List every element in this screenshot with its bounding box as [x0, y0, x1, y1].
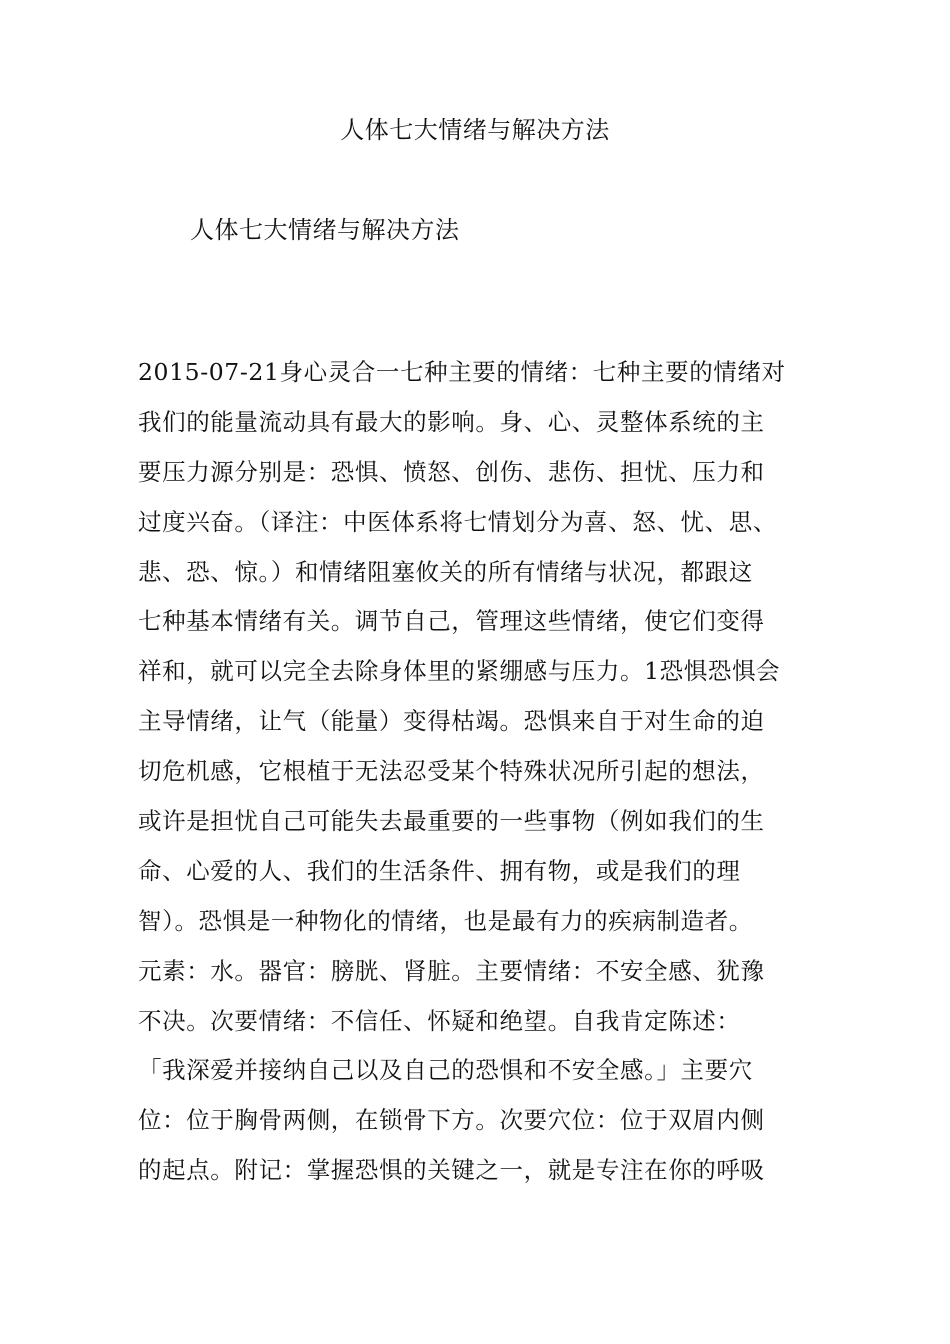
paragraph-line: 位：位于胸骨两侧，在锁骨下方。次要穴位：位于双眉内侧: [138, 1106, 765, 1135]
document-subtitle: 人体七大情绪与解决方法: [190, 216, 460, 244]
paragraph-line: 不决。次要情绪：不信任、怀疑和绝望。自我肯定陈述：: [138, 1006, 741, 1035]
paragraph-line: 元素：水。器官：膀胱、肾脏。主要情绪：不安全感、犹豫: [138, 956, 765, 985]
paragraph-line: 悲、恐、惊。）和情绪阻塞攸关的所有情绪与状况，都跟这: [138, 557, 753, 586]
paragraph-line: 的起点。附记：掌握恐惧的关键之一，就是专注在你的呼吸: [138, 1156, 765, 1185]
paragraph-line: 七种基本情绪有关。调节自己，管理这些情绪，使它们变得: [138, 607, 765, 636]
document-title: 人体七大情绪与解决方法: [340, 116, 610, 144]
paragraph-line: 「我深爱并接纳自己以及自己的恐惧和不安全感。」主要穴: [138, 1056, 753, 1085]
paragraph-line: 主导情绪，让气（能量）变得枯竭。恐惧来自于对生命的迫: [138, 707, 765, 736]
paragraph-line: 切危机感，它根植于无法忍受某个特殊状况所引起的想法，: [138, 757, 765, 786]
paragraph-line: 过度兴奋。（译注：中医体系将七情划分为喜、怒、忧、思、: [138, 507, 777, 536]
body-paragraph: [138, 352, 838, 1200]
paragraph-line: 或许是担忧自己可能失去最重要的一些事物（例如我们的生: [138, 807, 765, 836]
paragraph-line: 智）。恐惧是一种物化的情绪，也是最有力的疾病制造者。: [138, 906, 753, 935]
paragraph-line: 祥和，就可以完全去除身体里的紧绷感与压力。1恐惧恐惧会: [138, 657, 781, 686]
paragraph-line: 我们的能量流动具有最大的影响。身、心、灵整体系统的主: [138, 407, 765, 436]
paragraph-line: 2015-07-21身心灵合一七种主要的情绪：七种主要的情绪对: [138, 358, 786, 386]
paragraph-line: 命、心爱的人、我们的生活条件、拥有物，或是我们的理: [138, 856, 741, 885]
paragraph-line: 要压力源分别是：恐惧、愤怒、创伤、悲伤、担忧、压力和: [138, 457, 765, 486]
